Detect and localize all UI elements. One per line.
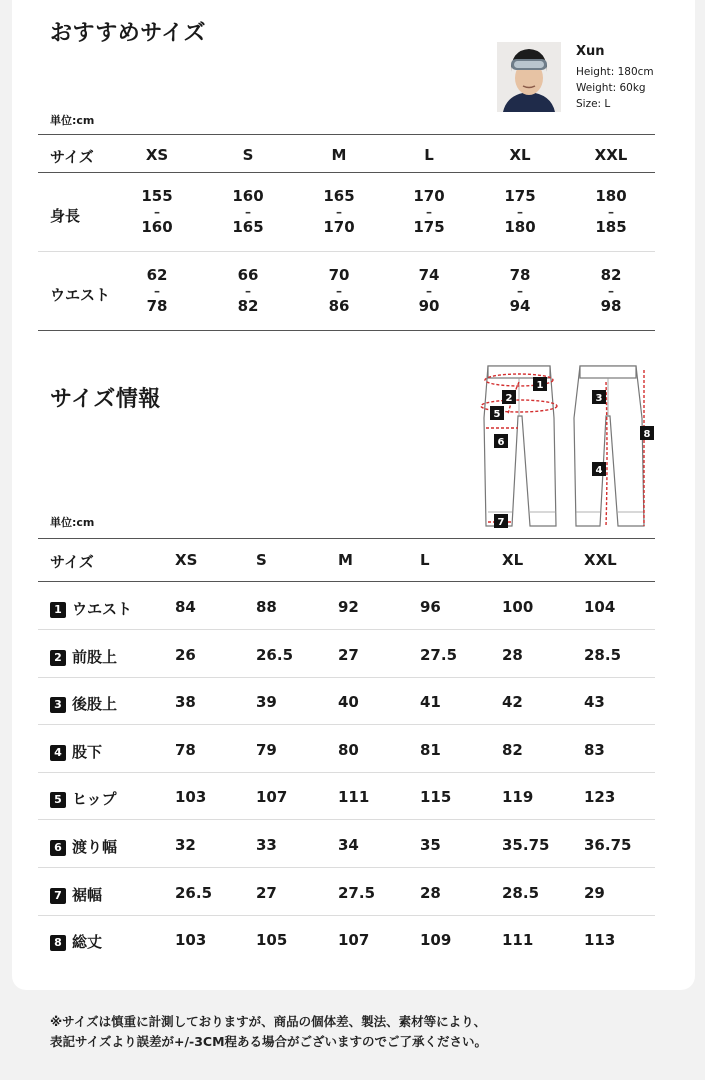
diagram-label-2: 2 (505, 393, 513, 404)
row-number-badge: 1 (50, 602, 66, 618)
info-row-label (50, 931, 102, 952)
range-cell: 160 – 165 (232, 187, 264, 236)
info-cell: 103 (175, 931, 207, 950)
range-cell: 78 – 94 (509, 266, 531, 315)
diagram-label-3: 3 (595, 393, 603, 404)
info-cell: 40 (338, 693, 359, 712)
info-cell: 36.75 (584, 836, 632, 854)
info-cell: 119 (502, 788, 534, 807)
range-cell: 82 – 98 (600, 266, 622, 315)
info-cell: 35.75 (502, 836, 550, 854)
info-header-xxl: XXL (584, 551, 617, 569)
info-cell: 27 (256, 883, 277, 902)
info-cell: 27.5 (420, 645, 458, 664)
row-label-text: ウエスト (72, 600, 133, 618)
info-cell: 111 (338, 788, 370, 807)
info-cell: 123 (584, 788, 616, 807)
recommend-header-s: S (242, 146, 254, 164)
info-header-l: L (420, 551, 430, 569)
footer-line-1: ※サイズは慎重に計測しておりますが、商品の個体差、製法、素材等により、 (50, 1014, 487, 1029)
row-number-badge: 7 (50, 888, 66, 904)
model-size: Size: L (576, 98, 611, 110)
recommend-row-label: ウエスト (50, 286, 111, 304)
row-label-text: 総丈 (72, 933, 103, 952)
range-cell: 155 – 160 (141, 187, 173, 236)
row-divider (38, 724, 655, 725)
info-cell: 34 (338, 836, 359, 854)
range-cell: 170 – 175 (413, 187, 445, 236)
recommend-row-label: 身長 (50, 207, 81, 225)
info-row-label (50, 836, 117, 857)
model-height: Height: 180cm (576, 66, 654, 78)
range-cell: 180 – 185 (595, 187, 627, 236)
info-header-xs: XS (175, 551, 198, 569)
info-row-label (50, 741, 102, 762)
info-cell: 41 (420, 693, 441, 712)
info-cell: 35 (420, 836, 441, 854)
footer-line-2: 表記サイズより誤差が+/-3CM程ある場合がございますのでご了承ください。 (50, 1034, 488, 1049)
info-unit: 単位:cm (50, 516, 95, 529)
diagram-label-1: 1 (536, 380, 544, 391)
info-cell: 26.5 (256, 645, 294, 664)
info-cell: 111 (502, 931, 534, 950)
info-cell: 100 (502, 598, 534, 616)
info-cell: 32 (175, 836, 196, 854)
info-cell: 104 (584, 598, 616, 616)
diagram-label-5: 5 (493, 409, 501, 420)
info-cell: 26 (175, 645, 196, 664)
info-cell: 38 (175, 693, 196, 712)
diagram-label-7: 7 (497, 517, 505, 528)
recommend-header-l: L (424, 146, 434, 164)
info-row-label (50, 598, 132, 619)
info-cell: 43 (584, 693, 605, 712)
model-name: Xun (576, 44, 605, 59)
row-divider (38, 867, 655, 868)
row-divider (38, 915, 655, 916)
info-cell: 79 (256, 740, 277, 759)
info-cell: 28.5 (584, 645, 622, 664)
row-number-badge: 6 (50, 840, 66, 856)
row-divider (38, 819, 655, 820)
recommend-unit: 単位:cm (50, 114, 95, 127)
info-header-xl: XL (502, 551, 524, 569)
info-title: サイズ情報 (50, 387, 161, 412)
row-number-badge: 8 (50, 935, 66, 951)
info-cell: 92 (338, 598, 359, 616)
info-cell: 80 (338, 740, 359, 759)
row-label-text: 渡り幅 (72, 838, 118, 856)
row-number-badge: 2 (50, 650, 66, 666)
range-cell: 74 – 90 (418, 266, 440, 315)
info-cell: 103 (175, 788, 207, 807)
row-label-text: 裾幅 (72, 885, 103, 904)
info-header-size: サイズ (50, 553, 94, 571)
diagram-label-6: 6 (497, 437, 505, 448)
info-cell: 109 (420, 931, 452, 950)
info-row-label (50, 788, 117, 809)
recommend-title: おすすめサイズ (50, 21, 206, 46)
info-cell: 107 (338, 931, 370, 950)
info-cell: 28 (420, 883, 441, 902)
info-cell: 96 (420, 598, 441, 616)
range-cell: 175 – 180 (504, 187, 536, 236)
info-cell: 115 (420, 788, 452, 807)
row-number-badge: 5 (50, 792, 66, 808)
row-label-text: ヒップ (72, 790, 117, 809)
info-cell: 107 (256, 788, 288, 807)
info-cell: 28 (502, 645, 523, 664)
model-weight: Weight: 60kg (576, 82, 646, 94)
info-cell: 27 (338, 645, 359, 664)
model-avatar (497, 42, 561, 112)
info-cell: 42 (502, 693, 523, 712)
row-label-text: 後股上 (72, 695, 118, 714)
recommend-header-xl: XL (509, 146, 531, 164)
info-cell: 26.5 (175, 883, 213, 902)
info-cell: 113 (584, 931, 616, 950)
diagram-label-4: 4 (595, 465, 603, 476)
row-divider (38, 772, 655, 773)
info-cell: 33 (256, 836, 277, 854)
info-cell: 29 (584, 883, 605, 902)
info-row-label (50, 646, 117, 667)
info-cell: 39 (256, 693, 277, 712)
row-number-badge: 4 (50, 745, 66, 761)
row-label-text: 股下 (72, 742, 103, 761)
info-row-label (50, 693, 117, 714)
range-cell: 66 – 82 (237, 266, 259, 315)
info-cell: 105 (256, 931, 288, 950)
info-header-s: S (256, 551, 267, 569)
row-divider (38, 629, 655, 630)
range-cell: 165 – 170 (323, 187, 355, 236)
footer-note (50, 1012, 487, 1052)
range-cell: 70 – 86 (328, 266, 350, 315)
info-cell: 81 (420, 740, 441, 759)
info-cell: 78 (175, 740, 196, 759)
info-row-label (50, 884, 102, 905)
info-cell: 27.5 (338, 883, 376, 902)
recommend-header-xxl: XXL (594, 146, 628, 164)
info-cell: 84 (175, 598, 196, 616)
pants-diagram (472, 358, 662, 532)
row-divider (38, 677, 655, 678)
info-cell: 83 (584, 740, 605, 759)
row-label-text: 前股上 (72, 647, 118, 666)
diagram-label-8: 8 (643, 429, 651, 440)
info-cell: 88 (256, 598, 277, 616)
row-number-badge: 3 (50, 697, 66, 713)
info-cell: 28.5 (502, 883, 540, 902)
recommend-header-xs: XS (145, 146, 169, 164)
recommend-header-m: M (331, 146, 347, 164)
range-cell: 62 – 78 (146, 266, 168, 315)
recommend-header-size: サイズ (50, 148, 94, 166)
info-cell: 82 (502, 740, 523, 759)
info-header-m: M (338, 551, 353, 569)
